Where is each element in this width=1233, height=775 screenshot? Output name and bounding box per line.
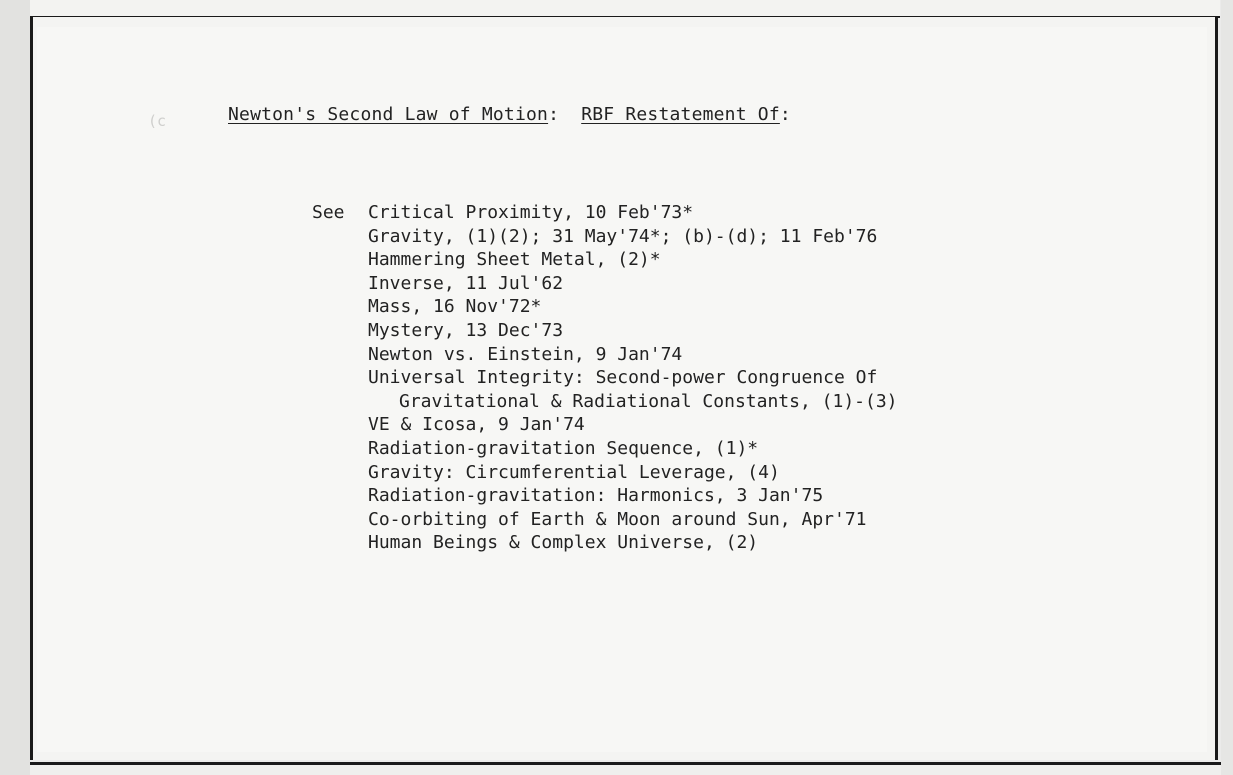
list-item: [312, 366, 898, 390]
list-item: [312, 343, 898, 367]
list-item: [312, 295, 898, 319]
list-item: [312, 248, 898, 272]
title-topic: Newton's Second Law of Motion: [228, 104, 549, 125]
cross-reference-list: [312, 201, 898, 555]
reference-text: Mass, 16 Nov'72*: [368, 296, 542, 318]
title-subtopic: RBF Restatement Of: [581, 104, 780, 125]
list-item: [312, 225, 898, 249]
list-item: [312, 413, 898, 437]
left-margin: [0, 0, 30, 775]
title-colon: :: [779, 104, 791, 125]
reference-text: Human Beings & Complex Universe, (2): [368, 532, 759, 554]
list-item: [312, 484, 898, 508]
reference-text: Gravity, (1)(2); 31 May'74*; (b)-(d); 11 Feb'76: [368, 225, 878, 247]
reference-text: Co-orbiting of Earth & Moon around Sun, Apr'71: [368, 508, 867, 530]
list-item: [312, 319, 898, 343]
title-separator: :: [548, 104, 582, 125]
reference-text: Mystery, 13 Dec'73: [368, 319, 564, 341]
list-item: [312, 531, 898, 555]
entry-title: [228, 104, 791, 125]
list-item-continuation: [312, 390, 898, 414]
reference-text: Critical Proximity, 10 Feb'73*: [368, 202, 694, 223]
reference-text: Gravitational & Radiational Constants, (1)-(3): [399, 390, 898, 412]
list-item: [312, 201, 898, 225]
list-item: [312, 437, 898, 461]
margin-mark: (c: [148, 112, 167, 130]
list-item: [312, 461, 898, 485]
reference-text: Gravity: Circumferential Leverage, (4): [368, 461, 780, 483]
reference-text: Inverse, 11 Jul'62: [368, 272, 564, 294]
reference-text: VE & Icosa, 9 Jan'74: [368, 414, 585, 436]
next-card-edge: [30, 762, 1230, 775]
reference-text: Hammering Sheet Metal, (2)*: [368, 249, 661, 271]
reference-text: Radiation-gravitation Sequence, (1)*: [368, 437, 759, 459]
list-item: [312, 272, 898, 296]
list-item: [312, 508, 898, 532]
reference-text: Radiation-gravitation: Harmonics, 3 Jan'75: [368, 485, 824, 507]
reference-text: Newton vs. Einstein, 9 Jan'74: [368, 343, 683, 365]
previous-card-edge: [30, 0, 1220, 18]
right-margin: [1221, 0, 1233, 775]
see-label: See: [312, 202, 345, 223]
reference-text: Universal Integrity: Second-power Congruence Of: [368, 367, 878, 389]
